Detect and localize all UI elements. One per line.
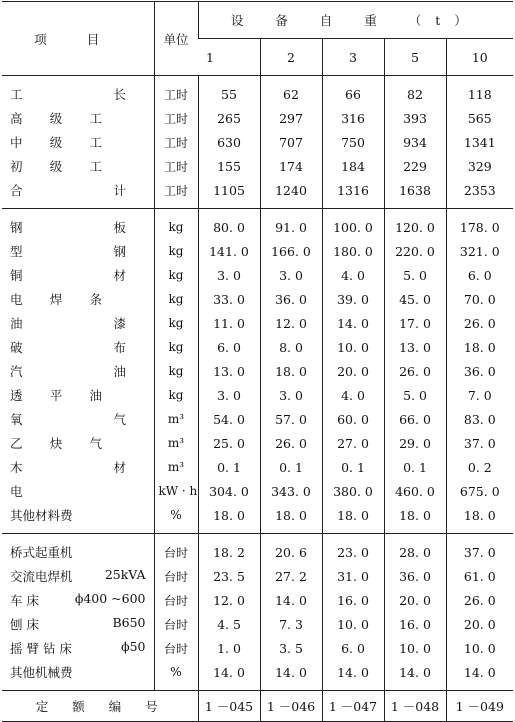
machinery-row — [2, 588, 513, 612]
value-cell: 61. 0 — [446, 564, 513, 588]
unit-cell: kg — [154, 287, 198, 311]
value-cell: 26. 0 — [446, 311, 513, 335]
value-cell: 37. 0 — [446, 431, 513, 455]
item-cell — [2, 479, 154, 503]
value-cell: 565 — [446, 106, 513, 130]
value-cell: 329 — [446, 154, 513, 178]
unit-cell: m³ — [154, 431, 198, 455]
value-cell: 18. 0 — [260, 503, 322, 527]
value-cell: 1638 — [384, 178, 446, 202]
value-cell: 174 — [260, 154, 322, 178]
item-name-char: 工 — [89, 135, 102, 150]
unit-cell: m³ — [154, 407, 198, 431]
item-cell — [2, 82, 154, 106]
machine-label: 摇 臂 钻 床 — [10, 641, 72, 656]
value-cell: 2353 — [446, 178, 513, 202]
value-cell: 750 — [322, 130, 384, 154]
item-name-char: 钢 — [10, 220, 23, 235]
item-name — [10, 314, 132, 332]
item-name — [10, 338, 132, 356]
unit-cell: kW · h — [154, 479, 198, 503]
value-cell: 10. 0 — [322, 612, 384, 636]
value-cell: 3. 0 — [260, 263, 322, 287]
value-cell: 3. 0 — [260, 383, 322, 407]
value-cell: 20. 0 — [322, 359, 384, 383]
item-name — [10, 109, 108, 127]
unit-cell: 工时 — [154, 178, 198, 202]
item-cell — [2, 239, 154, 263]
value-cell: 39. 0 — [322, 287, 384, 311]
value-cell: 120. 0 — [384, 215, 446, 239]
value-cell: 321. 0 — [446, 239, 513, 263]
materials-row — [2, 455, 513, 479]
machine-label: 其他机械费 — [10, 665, 73, 680]
item-name-char: 漆 — [113, 316, 126, 331]
value-cell: 36. 0 — [446, 359, 513, 383]
item-name-char: 气 — [89, 436, 102, 451]
item-cell — [2, 588, 154, 612]
value-cell: 36. 0 — [260, 287, 322, 311]
item-cell — [2, 431, 154, 455]
labor-row — [2, 130, 513, 154]
item-name-char: 材 — [113, 460, 126, 475]
machine-spec: 25kVA — [104, 567, 146, 582]
weight-col: 2 — [260, 39, 322, 76]
value-cell: 66. 0 — [384, 407, 446, 431]
value-cell: 343. 0 — [260, 479, 322, 503]
value-cell: 4. 5 — [198, 612, 260, 636]
value-cell: 630 — [198, 130, 260, 154]
value-cell: 33. 0 — [198, 287, 260, 311]
quota-code: 1 －047 — [322, 691, 384, 722]
item-name — [10, 458, 132, 476]
item-name — [10, 434, 108, 452]
item-name-char: 级 — [49, 135, 63, 150]
materials-row — [2, 431, 513, 455]
footer-row — [2, 691, 513, 722]
item-name — [10, 410, 132, 428]
value-cell: 5. 0 — [384, 383, 446, 407]
value-cell: 1105 — [198, 178, 260, 202]
labor-row — [2, 154, 513, 178]
item-name-char: 电 — [10, 292, 23, 307]
quota-code: 1 －045 — [198, 691, 260, 722]
value-cell: 3. 5 — [260, 636, 322, 660]
quota-code: 1 －049 — [446, 691, 513, 722]
value-cell: 6. 0 — [446, 263, 513, 287]
value-cell: 0. 1 — [260, 455, 322, 479]
machine-spec: B650 — [112, 615, 146, 630]
materials-row — [2, 263, 513, 287]
item-name-char: 工 — [10, 87, 23, 102]
item-name-char: 工 — [89, 159, 102, 174]
value-cell: 37. 0 — [446, 540, 513, 564]
machine-name — [10, 663, 150, 681]
unit-cell: 工时 — [154, 82, 198, 106]
value-cell: 184 — [322, 154, 384, 178]
value-cell: 45. 0 — [384, 287, 446, 311]
value-cell: 380. 0 — [322, 479, 384, 503]
value-cell: 14. 0 — [198, 660, 260, 684]
unit-header: 单位 — [154, 2, 198, 76]
value-cell: 25. 0 — [198, 431, 260, 455]
item-name-char: 汽 — [10, 364, 23, 379]
machine-label: 交流电焊机 — [10, 569, 73, 584]
item-cell — [2, 564, 154, 588]
machine-name — [10, 591, 150, 609]
item-name-char: 炔 — [49, 436, 63, 451]
value-cell: 6. 0 — [322, 636, 384, 660]
item-name-char: 合 — [10, 183, 23, 198]
materials-row — [2, 359, 513, 383]
item-name — [10, 362, 132, 380]
value-cell: 180. 0 — [322, 239, 384, 263]
item-cell — [2, 359, 154, 383]
machine-name — [10, 615, 150, 633]
item-name-char: 初 — [10, 159, 23, 174]
value-cell: 18. 0 — [322, 503, 384, 527]
value-cell: 1240 — [260, 178, 322, 202]
value-cell: 155 — [198, 154, 260, 178]
machine-name — [10, 567, 150, 585]
value-cell: 57. 0 — [260, 407, 322, 431]
machine-label: 车 床 — [10, 593, 39, 608]
unit-cell: 台时 — [154, 564, 198, 588]
item-cell — [2, 263, 154, 287]
item-name-char: 布 — [113, 340, 126, 355]
materials-row — [2, 311, 513, 335]
unit-cell: % — [154, 503, 198, 527]
value-cell: 14. 0 — [322, 311, 384, 335]
item-name-char: 木 — [10, 460, 23, 475]
value-cell: 54. 0 — [198, 407, 260, 431]
item-name-char: 油 — [89, 388, 102, 403]
item-name — [10, 157, 108, 175]
value-cell: 141. 0 — [198, 239, 260, 263]
value-cell: 18. 0 — [384, 503, 446, 527]
value-cell: 17. 0 — [384, 311, 446, 335]
value-cell: 23. 5 — [198, 564, 260, 588]
value-cell: 62 — [260, 82, 322, 106]
item-cell — [2, 287, 154, 311]
unit-cell: % — [154, 660, 198, 684]
value-cell: 7. 0 — [446, 383, 513, 407]
value-cell: 66 — [322, 82, 384, 106]
item-name-char: 级 — [49, 111, 63, 126]
item-name-char: 氧 — [10, 412, 23, 427]
value-cell: 166. 0 — [260, 239, 322, 263]
value-cell: 27. 0 — [322, 431, 384, 455]
value-cell: 12. 0 — [260, 311, 322, 335]
value-cell: 14. 0 — [446, 660, 513, 684]
unit-cell: kg — [154, 239, 198, 263]
unit-cell: kg — [154, 383, 198, 407]
value-cell: 297 — [260, 106, 322, 130]
weight-col: 1 — [198, 39, 260, 76]
unit-cell: 台时 — [154, 540, 198, 564]
value-cell: 20. 0 — [384, 588, 446, 612]
value-cell: 14. 0 — [384, 660, 446, 684]
item-name-char: 工 — [89, 111, 102, 126]
value-cell: 675. 0 — [446, 479, 513, 503]
item-name — [10, 242, 132, 260]
value-cell: 10. 0 — [446, 636, 513, 660]
labor-row — [2, 82, 513, 106]
item-name-char: 铜 — [10, 268, 23, 283]
quota-number-label: 定 额 编 号 — [2, 691, 198, 722]
unit-cell: 工时 — [154, 154, 198, 178]
item-name — [10, 218, 132, 236]
item-cell — [2, 540, 154, 564]
value-cell: 8. 0 — [260, 335, 322, 359]
machinery-row — [2, 540, 513, 564]
value-cell: 13. 0 — [384, 335, 446, 359]
machinery-row — [2, 564, 513, 588]
item-cell — [2, 335, 154, 359]
value-cell: 934 — [384, 130, 446, 154]
item-name-char: 透 — [10, 388, 23, 403]
item-name-char: 平 — [49, 388, 63, 403]
quota-table — [2, 1, 513, 722]
value-cell: 6. 0 — [198, 335, 260, 359]
value-cell: 4. 0 — [322, 263, 384, 287]
item-cell — [2, 215, 154, 239]
machine-name — [10, 639, 150, 657]
value-cell: 16. 0 — [322, 588, 384, 612]
unit-cell: 台时 — [154, 588, 198, 612]
item-name — [10, 133, 108, 151]
materials-row — [2, 503, 513, 527]
materials-row — [2, 479, 513, 503]
value-cell: 16. 0 — [384, 612, 446, 636]
item-cell — [2, 612, 154, 636]
item-name — [10, 181, 132, 199]
materials-row — [2, 215, 513, 239]
value-cell: 83. 0 — [446, 407, 513, 431]
header-row — [2, 2, 513, 39]
item-name-char: 气 — [113, 412, 126, 427]
value-cell: 12. 0 — [198, 588, 260, 612]
value-cell: 1316 — [322, 178, 384, 202]
item-name-char: 长 — [113, 87, 126, 102]
value-cell: 11. 0 — [198, 311, 260, 335]
item-name-char: 高 — [10, 111, 23, 126]
unit-cell: kg — [154, 311, 198, 335]
unit-cell: kg — [154, 263, 198, 287]
materials-row — [2, 383, 513, 407]
item-cell — [2, 154, 154, 178]
item-cell — [2, 660, 154, 684]
item-name: 其他材料费 — [10, 508, 73, 523]
machine-label: 刨 床 — [10, 617, 39, 632]
value-cell: 3. 0 — [198, 263, 260, 287]
value-cell: 1341 — [446, 130, 513, 154]
value-cell: 26. 0 — [260, 431, 322, 455]
labor-row — [2, 178, 513, 202]
value-cell: 316 — [322, 106, 384, 130]
value-cell: 7. 3 — [260, 612, 322, 636]
item-name-char: 油 — [113, 364, 126, 379]
machine-name — [10, 543, 150, 561]
value-cell: 31. 0 — [322, 564, 384, 588]
value-cell: 3. 0 — [198, 383, 260, 407]
quota-code: 1 －046 — [260, 691, 322, 722]
item-cell — [2, 636, 154, 660]
item-header: 项 目 — [34, 31, 118, 47]
value-cell: 70. 0 — [446, 287, 513, 311]
item-name-char: 板 — [113, 220, 126, 235]
item-name-char: 中 — [10, 135, 23, 150]
value-cell: 14. 0 — [322, 660, 384, 684]
machinery-row — [2, 660, 513, 684]
machine-spec: ϕ400 ~600 — [74, 591, 146, 606]
value-cell: 265 — [198, 106, 260, 130]
machine-label: 桥式起重机 — [10, 545, 73, 560]
value-cell: 10. 0 — [322, 335, 384, 359]
unit-cell: kg — [154, 359, 198, 383]
item-cell — [2, 130, 154, 154]
item-name-char: 焊 — [49, 292, 63, 307]
value-cell: 0. 2 — [446, 455, 513, 479]
item-name-char: 条 — [89, 292, 102, 307]
weight-col: 10 — [446, 39, 513, 76]
item-name-char: 材 — [113, 268, 126, 283]
unit-cell: m³ — [154, 455, 198, 479]
item-name-char: 破 — [10, 340, 23, 355]
value-cell: 27. 2 — [260, 564, 322, 588]
item-cell — [2, 407, 154, 431]
value-cell: 10. 0 — [384, 636, 446, 660]
value-cell: 14. 0 — [260, 660, 322, 684]
item-name-char: 乙 — [10, 436, 23, 451]
item-name — [10, 266, 132, 284]
value-cell: 55 — [198, 82, 260, 106]
value-cell: 0. 1 — [384, 455, 446, 479]
item-name-char: 型 — [10, 244, 23, 259]
value-cell: 393 — [384, 106, 446, 130]
item-cell — [2, 383, 154, 407]
value-cell: 4. 0 — [322, 383, 384, 407]
value-cell: 229 — [384, 154, 446, 178]
value-cell: 23. 0 — [322, 540, 384, 564]
value-cell: 29. 0 — [384, 431, 446, 455]
item-name — [10, 85, 132, 103]
item-name-char: 油 — [10, 316, 23, 331]
item-cell — [2, 178, 154, 202]
item-name: 电 — [10, 484, 23, 499]
value-cell: 18. 0 — [446, 335, 513, 359]
value-cell: 178. 0 — [446, 215, 513, 239]
value-cell: 82 — [384, 82, 446, 106]
value-cell: 18. 0 — [446, 503, 513, 527]
unit-cell: 台时 — [154, 612, 198, 636]
value-cell: 60. 0 — [322, 407, 384, 431]
value-cell: 28. 0 — [384, 540, 446, 564]
value-cell: 460. 0 — [384, 479, 446, 503]
unit-cell: kg — [154, 335, 198, 359]
item-name — [10, 386, 108, 404]
value-cell: 13. 0 — [198, 359, 260, 383]
unit-cell: 工时 — [154, 130, 198, 154]
value-cell: 26. 0 — [446, 588, 513, 612]
item-name-char: 计 — [113, 183, 126, 198]
item-cell — [2, 503, 154, 527]
value-cell: 20. 6 — [260, 540, 322, 564]
value-cell: 100. 0 — [322, 215, 384, 239]
value-cell: 220. 0 — [384, 239, 446, 263]
weight-header: 设 备 自 重 （t） — [198, 2, 513, 39]
value-cell: 18. 2 — [198, 540, 260, 564]
materials-row — [2, 239, 513, 263]
weight-col: 5 — [384, 39, 446, 76]
value-cell: 707 — [260, 130, 322, 154]
value-cell: 5. 0 — [384, 263, 446, 287]
value-cell: 91. 0 — [260, 215, 322, 239]
machinery-row — [2, 636, 513, 660]
value-cell: 0. 1 — [198, 455, 260, 479]
unit-cell: 工时 — [154, 106, 198, 130]
value-cell: 26. 0 — [384, 359, 446, 383]
value-cell: 80. 0 — [198, 215, 260, 239]
value-cell: 118 — [446, 82, 513, 106]
value-cell: 36. 0 — [384, 564, 446, 588]
materials-row — [2, 335, 513, 359]
unit-cell: 台时 — [154, 636, 198, 660]
unit-cell: kg — [154, 215, 198, 239]
item-cell — [2, 311, 154, 335]
value-cell: 18. 0 — [198, 503, 260, 527]
value-cell: 20. 0 — [446, 612, 513, 636]
materials-row — [2, 287, 513, 311]
value-cell: 1. 0 — [198, 636, 260, 660]
quota-code: 1 －048 — [384, 691, 446, 722]
materials-row — [2, 407, 513, 431]
item-name-char: 钢 — [113, 244, 126, 259]
item-name-char: 级 — [49, 159, 63, 174]
item-name — [10, 290, 108, 308]
weight-col: 3 — [322, 39, 384, 76]
item-cell — [2, 455, 154, 479]
value-cell: 18. 0 — [260, 359, 322, 383]
machinery-row — [2, 612, 513, 636]
labor-row — [2, 106, 513, 130]
value-cell: 0. 1 — [322, 455, 384, 479]
value-cell: 304. 0 — [198, 479, 260, 503]
item-cell — [2, 106, 154, 130]
value-cell: 14. 0 — [260, 588, 322, 612]
machine-spec: ϕ50 — [121, 639, 146, 654]
